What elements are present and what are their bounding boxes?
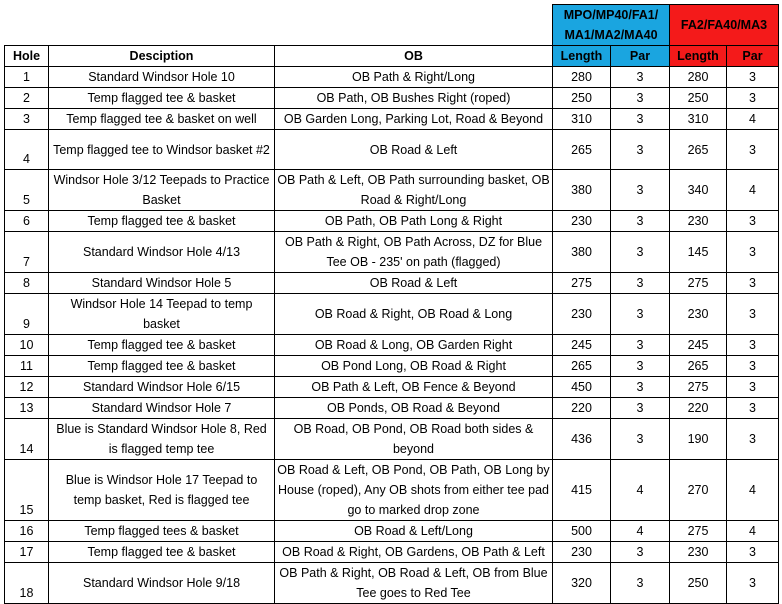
red-tee-group-label: FA2/FA40/MA3	[670, 5, 779, 46]
hole-ob-rules: OB Road & Left, OB Pond, OB Path, OB Long by House (roped), Any OB shots from either tee pad go to marked drop zone	[275, 460, 553, 521]
blue-par: 3	[611, 170, 670, 211]
header-description: Desciption	[49, 46, 275, 67]
blue-length: 265	[553, 130, 611, 170]
blue-length: 265	[553, 356, 611, 377]
hole-number: 4	[5, 130, 49, 170]
red-length: 310	[670, 109, 727, 130]
blue-length: 310	[553, 109, 611, 130]
red-length: 250	[670, 88, 727, 109]
red-par: 4	[727, 460, 779, 521]
red-length: 280	[670, 67, 727, 88]
hole-ob-rules: OB Path & Right, OB Road & Left, OB from Blue Tee goes to Red Tee	[275, 563, 553, 604]
table-row	[5, 130, 779, 170]
hole-description: Windsor Hole 14 Teepad to temp basket	[49, 294, 275, 335]
blue-par: 3	[611, 130, 670, 170]
blue-length: 380	[553, 232, 611, 273]
red-length: 265	[670, 130, 727, 170]
hole-ob-rules: OB Path & Right, OB Path Across, DZ for Blue Tee OB - 235' on path (flagged)	[275, 232, 553, 273]
blue-par: 3	[611, 563, 670, 604]
scorecard-table	[4, 4, 779, 604]
hole-ob-rules: OB Pond Long, OB Road & Right	[275, 356, 553, 377]
table-row	[5, 88, 779, 109]
table-row	[5, 67, 779, 88]
red-length: 145	[670, 232, 727, 273]
hole-ob-rules: OB Road, OB Pond, OB Road both sides & beyond	[275, 419, 553, 460]
hole-description: Standard Windsor Hole 7	[49, 398, 275, 419]
header-length-blue: Length	[553, 46, 611, 67]
table-row	[5, 521, 779, 542]
blue-length: 280	[553, 67, 611, 88]
hole-description: Temp flagged tee & basket	[49, 335, 275, 356]
blue-par: 3	[611, 419, 670, 460]
blue-length: 220	[553, 398, 611, 419]
blue-par: 3	[611, 335, 670, 356]
blue-par: 3	[611, 398, 670, 419]
hole-description: Windsor Hole 3/12 Teepads to Practice Basket	[49, 170, 275, 211]
blue-length: 250	[553, 88, 611, 109]
blue-length: 320	[553, 563, 611, 604]
red-par: 3	[727, 377, 779, 398]
hole-number: 1	[5, 67, 49, 88]
red-length: 275	[670, 273, 727, 294]
hole-ob-rules: OB Ponds, OB Road & Beyond	[275, 398, 553, 419]
blue-par: 3	[611, 294, 670, 335]
hole-description: Standard Windsor Hole 6/15	[49, 377, 275, 398]
hole-number: 18	[5, 563, 49, 604]
blue-length: 500	[553, 521, 611, 542]
hole-description: Temp flagged tee & basket	[49, 356, 275, 377]
hole-ob-rules: OB Garden Long, Parking Lot, Road & Beyond	[275, 109, 553, 130]
hole-description: Standard Windsor Hole 4/13	[49, 232, 275, 273]
table-row	[5, 563, 779, 604]
table-row	[5, 542, 779, 563]
blue-par: 3	[611, 109, 670, 130]
table-row	[5, 232, 779, 273]
red-par: 3	[727, 88, 779, 109]
table-row	[5, 460, 779, 521]
blue-group-line-2: MA1/MA2/MA40	[564, 28, 658, 42]
red-length: 265	[670, 356, 727, 377]
red-length: 275	[670, 377, 727, 398]
hole-number: 13	[5, 398, 49, 419]
blue-par: 4	[611, 460, 670, 521]
table-row	[5, 170, 779, 211]
hole-ob-rules: OB Path, OB Bushes Right (roped)	[275, 88, 553, 109]
red-par: 3	[727, 67, 779, 88]
table-row	[5, 377, 779, 398]
header-par-red: Par	[727, 46, 779, 67]
blue-length: 230	[553, 542, 611, 563]
hole-description: Blue is Standard Windsor Hole 8, Red is flagged temp tee	[49, 419, 275, 460]
table-row	[5, 356, 779, 377]
hole-number: 8	[5, 273, 49, 294]
hole-number: 9	[5, 294, 49, 335]
blue-par: 3	[611, 542, 670, 563]
blue-par: 3	[611, 211, 670, 232]
hole-number: 17	[5, 542, 49, 563]
red-par: 4	[727, 109, 779, 130]
hole-ob-rules: OB Path & Right/Long	[275, 67, 553, 88]
red-length: 270	[670, 460, 727, 521]
hole-number: 14	[5, 419, 49, 460]
hole-number: 3	[5, 109, 49, 130]
red-par: 3	[727, 398, 779, 419]
red-length: 250	[670, 563, 727, 604]
red-par: 3	[727, 294, 779, 335]
red-length: 340	[670, 170, 727, 211]
red-par: 3	[727, 232, 779, 273]
column-header-row	[5, 46, 779, 67]
blue-length: 450	[553, 377, 611, 398]
red-length: 230	[670, 294, 727, 335]
hole-ob-rules: OB Road & Long, OB Garden Right	[275, 335, 553, 356]
red-par: 3	[727, 211, 779, 232]
hole-description: Blue is Windsor Hole 17 Teepad to temp basket, Red is flagged tee	[49, 460, 275, 521]
red-par: 3	[727, 335, 779, 356]
group-header-row	[5, 5, 779, 46]
hole-description: Temp flagged tee & basket	[49, 211, 275, 232]
blue-par: 3	[611, 232, 670, 273]
hole-number: 12	[5, 377, 49, 398]
red-length: 275	[670, 521, 727, 542]
hole-ob-rules: OB Road & Left/Long	[275, 521, 553, 542]
red-par: 3	[727, 130, 779, 170]
hole-number: 5	[5, 170, 49, 211]
red-par: 3	[727, 563, 779, 604]
table-row	[5, 211, 779, 232]
hole-description: Temp flagged tee & basket	[49, 542, 275, 563]
header-ob: OB	[275, 46, 553, 67]
hole-description: Standard Windsor Hole 10	[49, 67, 275, 88]
hole-ob-rules: OB Path, OB Path Long & Right	[275, 211, 553, 232]
blue-length: 275	[553, 273, 611, 294]
blue-length: 230	[553, 211, 611, 232]
blue-length: 380	[553, 170, 611, 211]
blue-group-line-1: MPO/MP40/FA1/	[563, 8, 659, 22]
hole-description: Temp flagged tee & basket on well	[49, 109, 275, 130]
red-length: 220	[670, 398, 727, 419]
hole-ob-rules: OB Road & Right, OB Road & Long	[275, 294, 553, 335]
blue-length: 245	[553, 335, 611, 356]
hole-description: Temp flagged tee to Windsor basket #2	[49, 130, 275, 170]
header-par-blue: Par	[611, 46, 670, 67]
table-row	[5, 294, 779, 335]
hole-ob-rules: OB Path & Left, OB Fence & Beyond	[275, 377, 553, 398]
blue-length: 230	[553, 294, 611, 335]
red-length: 190	[670, 419, 727, 460]
red-length: 245	[670, 335, 727, 356]
blue-par: 3	[611, 273, 670, 294]
table-row	[5, 419, 779, 460]
header-hole: Hole	[5, 46, 49, 67]
table-row	[5, 335, 779, 356]
hole-number: 15	[5, 460, 49, 521]
hole-number: 10	[5, 335, 49, 356]
red-length: 230	[670, 542, 727, 563]
hole-ob-rules: OB Road & Right, OB Gardens, OB Path & Left	[275, 542, 553, 563]
hole-number: 11	[5, 356, 49, 377]
hole-ob-rules: OB Road & Left	[275, 130, 553, 170]
blue-length: 415	[553, 460, 611, 521]
blue-par: 3	[611, 356, 670, 377]
hole-ob-rules: OB Path & Left, OB Path surrounding basket, OB Road & Right/Long	[275, 170, 553, 211]
red-par: 3	[727, 273, 779, 294]
hole-description: Temp flagged tee & basket	[49, 88, 275, 109]
red-par: 3	[727, 542, 779, 563]
hole-number: 16	[5, 521, 49, 542]
table-row	[5, 273, 779, 294]
hole-number: 6	[5, 211, 49, 232]
hole-description: Standard Windsor Hole 9/18	[49, 563, 275, 604]
hole-number: 2	[5, 88, 49, 109]
hole-description: Temp flagged tees & basket	[49, 521, 275, 542]
blue-par: 3	[611, 377, 670, 398]
table-row	[5, 109, 779, 130]
red-length: 230	[670, 211, 727, 232]
hole-ob-rules: OB Road & Left	[275, 273, 553, 294]
hole-description: Standard Windsor Hole 5	[49, 273, 275, 294]
blue-par: 3	[611, 67, 670, 88]
red-par: 4	[727, 521, 779, 542]
red-par: 4	[727, 170, 779, 211]
blue-tee-group-label	[553, 5, 670, 46]
hole-number: 7	[5, 232, 49, 273]
red-par: 3	[727, 419, 779, 460]
blue-length: 436	[553, 419, 611, 460]
red-par: 3	[727, 356, 779, 377]
blue-par: 3	[611, 88, 670, 109]
header-length-red: Length	[670, 46, 727, 67]
blue-par: 4	[611, 521, 670, 542]
table-row	[5, 398, 779, 419]
